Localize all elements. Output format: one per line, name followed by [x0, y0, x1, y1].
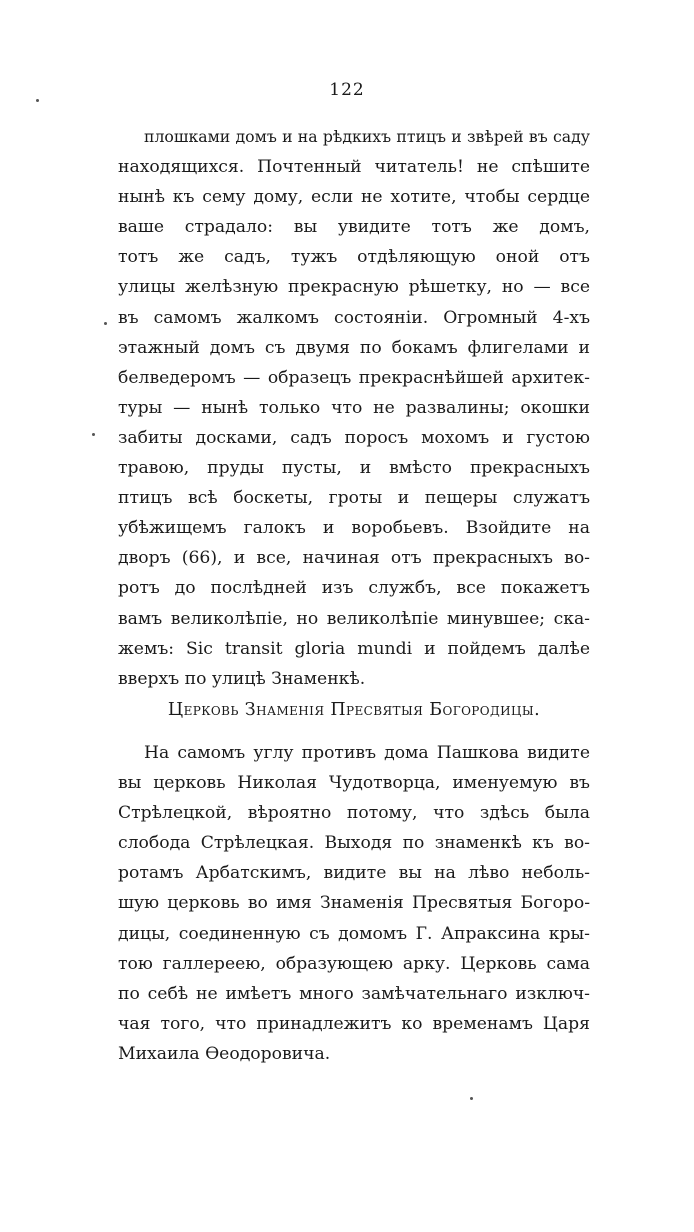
section-heading: Церковь Знаменія Пресвятыя Богородицы.	[167, 700, 541, 720]
text-line: тою галлереею, образующею арку. Церковь сама	[118, 953, 590, 974]
text-line: ротъ до послѣдней изъ службъ, все покажетъ	[118, 578, 590, 599]
text-line: На самомъ углу противъ дома Пашкова видите	[144, 743, 590, 763]
text-line: находящихся. Почтенный читатель! не спѣшите	[118, 157, 590, 178]
text-line: этажный домъ съ двумя по бокамъ флигелами и	[118, 337, 590, 358]
scan-speck	[92, 433, 95, 436]
text-line: ваше страдало: вы увидите тотъ же домъ,	[118, 217, 590, 238]
scan-speck	[470, 1097, 473, 1100]
text-line: убѣжищемъ галокъ и воробьевъ. Взойдите на	[118, 518, 590, 539]
scan-speck	[104, 322, 107, 325]
text-line: жемъ: Sic transit gloria mundi и пойдемъ далѣе	[118, 638, 590, 659]
text-line: белведеромъ — образецъ прекраснѣйшей архитек-	[118, 367, 590, 388]
text-line: ротамъ Арбатскимъ, видите вы на лѣво неболь-	[118, 863, 590, 884]
text-line: Михаила Ѳеодоровича.	[118, 1043, 331, 1064]
text-line: чая того, что принадлежитъ ко временамъ Царя	[118, 1013, 590, 1034]
text-line: травою, пруды пусты, и вмѣсто прекрасныхъ	[118, 458, 590, 479]
text-line: шую церковь во имя Знаменія Пресвятыя Богоро-	[118, 893, 590, 914]
text-line: плошками домъ и на рѣдкихъ птицъ и звѣрей въ саду	[144, 127, 590, 146]
text-line: тотъ же садъ, тужъ отдѣляющую оной отъ	[118, 247, 590, 268]
paragraph-1	[118, 122, 590, 694]
text-line: забиты досками, садъ поросъ мохомъ и густою	[118, 427, 590, 448]
page-number: 122	[329, 80, 365, 100]
scan-speck	[36, 99, 39, 102]
text-line: нынѣ къ сему дому, если не хотите, чтобы сердце	[118, 187, 590, 208]
text-line: туры — нынѣ только что не развалины; окошки	[118, 397, 590, 418]
text-line: птицъ всѣ боскеты, гроты и пещеры служатъ	[118, 488, 590, 509]
text-line: вамъ великолѣпіе, но великолѣпіе минувшее; ска-	[118, 608, 590, 629]
text-line: въ самомъ жалкомъ состояніи. Огромный 4-хъ	[118, 307, 590, 328]
text-line: вверхъ по улицѣ Знаменкѣ.	[118, 668, 366, 689]
text-line: дворъ (66), и все, начиная отъ прекрасныхъ во-	[118, 548, 590, 569]
text-line: дицы, соединенную съ домомъ Г. Апраксина кры-	[118, 923, 590, 944]
text-line: по себѣ не имѣетъ много замѣчательнаго изключ-	[118, 983, 590, 1004]
text-line: вы церковь Николая Чудотворца, именуемую въ	[118, 773, 590, 794]
text-line: Стрѣлецкой, вѣроятно потому, что здѣсь была	[118, 803, 590, 824]
paragraph-2	[118, 738, 590, 1069]
text-line: улицы желѣзную прекрасную рѣшетку, но — все	[118, 277, 590, 298]
text-line: слобода Стрѣлецкая. Выходя по знаменкѣ къ во-	[118, 833, 590, 854]
